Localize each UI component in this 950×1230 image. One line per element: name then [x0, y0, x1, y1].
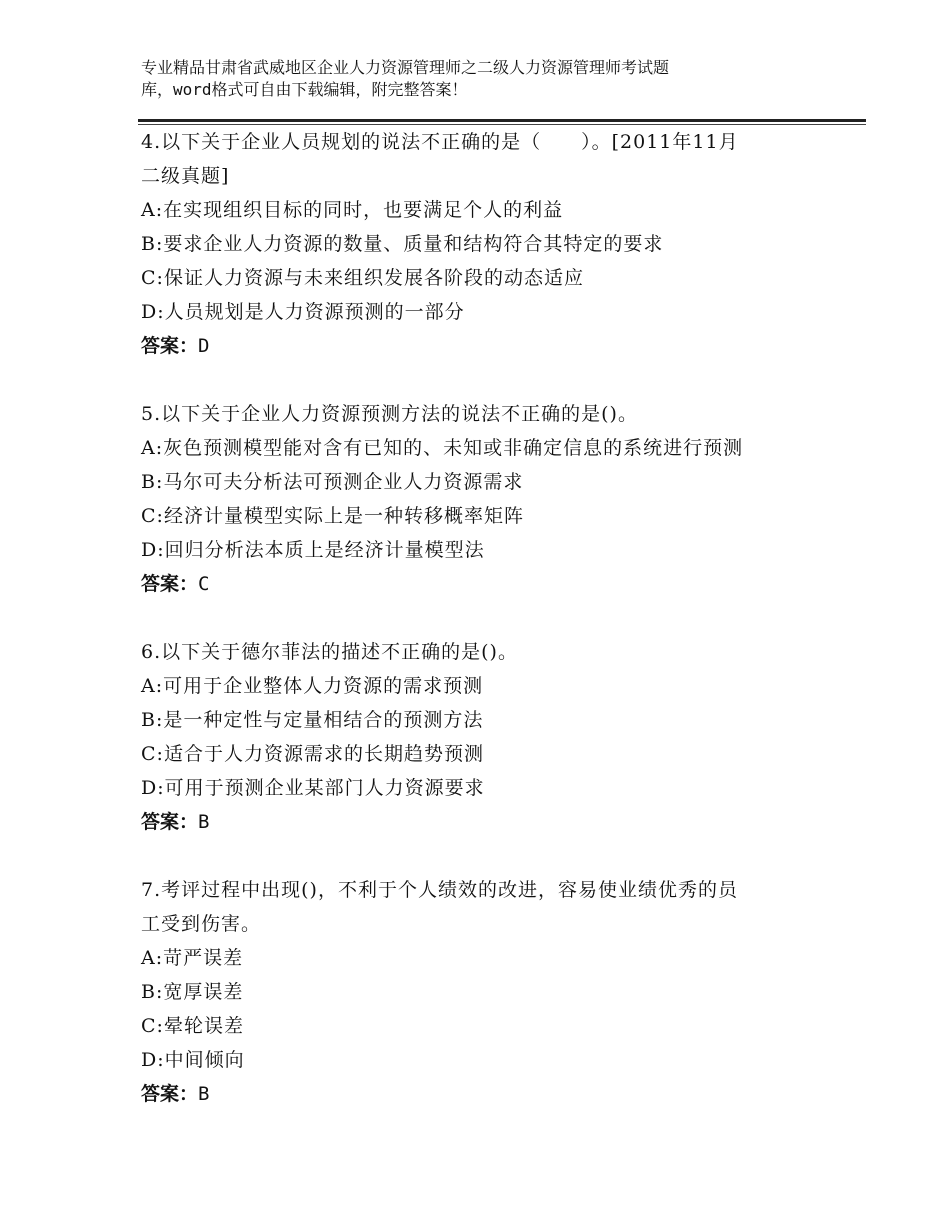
answer-line	[141, 1077, 831, 1111]
question-line: 6.以下关于德尔菲法的描述不正确的是()。	[141, 641, 518, 663]
option-b: B:是一种定性与定量相结合的预测方法	[141, 709, 484, 731]
option-b: B:宽厚误差	[141, 981, 244, 1003]
option-d: D:回归分析法本质上是经济计量模型法	[141, 539, 485, 561]
answer-value: B	[198, 811, 210, 833]
document-header	[141, 57, 841, 101]
answer-line	[141, 329, 831, 363]
option-b: B:要求企业人力资源的数量、质量和结构符合其特定的要求	[141, 233, 664, 255]
question-line: 5.以下关于企业人力资源预测方法的说法不正确的是()。	[141, 403, 638, 425]
option-b: B:马尔可夫分析法可预测企业人力资源需求	[141, 471, 524, 493]
question-5	[141, 397, 831, 601]
option-d: D:可用于预测企业某部门人力资源要求	[141, 777, 485, 799]
question-stem	[141, 635, 831, 669]
answer-line	[141, 805, 831, 839]
header-line-2: 库，word格式可自由下载编辑，附完整答案！	[141, 80, 468, 99]
header-rule-thick	[138, 119, 866, 122]
option-c: C:晕轮误差	[141, 1015, 244, 1037]
option-a: A:苛严误差	[141, 947, 244, 969]
question-list	[141, 125, 831, 1145]
option-d: D:人员规划是人力资源预测的一部分	[141, 301, 465, 323]
question-6	[141, 635, 831, 839]
answer-value: D	[198, 335, 210, 357]
question-7	[141, 873, 831, 1111]
answer-label: 答案：	[141, 573, 199, 595]
question-stem	[141, 397, 831, 431]
header-line-1: 专业精品甘肃省武威地区企业人力资源管理师之二级人力资源管理师考试题	[141, 58, 670, 77]
answer-label: 答案：	[141, 335, 199, 357]
question-line: 工受到伤害。	[141, 913, 262, 935]
question-line: 7.考评过程中出现()，不利于个人绩效的改进，容易使业绩优秀的员	[141, 879, 738, 901]
option-a: A:在实现组织目标的同时，也要满足个人的利益	[141, 199, 564, 221]
option-a: A:灰色预测模型能对含有已知的、未知或非确定信息的系统进行预测	[141, 437, 744, 459]
question-line: 二级真题]	[141, 165, 230, 187]
question-line: 4.以下关于企业人员规划的说法不正确的是（ ）。[2011年11月	[141, 131, 739, 153]
option-d: D:中间倾向	[141, 1049, 245, 1071]
answer-value: B	[198, 1083, 210, 1105]
option-c: C:经济计量模型实际上是一种转移概率矩阵	[141, 505, 524, 527]
option-c: C:适合于人力资源需求的长期趋势预测	[141, 743, 484, 765]
question-4	[141, 125, 831, 363]
answer-label: 答案：	[141, 1083, 199, 1105]
option-a: A:可用于企业整体人力资源的需求预测	[141, 675, 484, 697]
answer-value: C	[198, 573, 210, 595]
answer-label: 答案：	[141, 811, 199, 833]
answer-line	[141, 567, 831, 601]
question-stem	[141, 125, 831, 193]
option-c: C:保证人力资源与未来组织发展各阶段的动态适应	[141, 267, 584, 289]
question-stem	[141, 873, 831, 941]
